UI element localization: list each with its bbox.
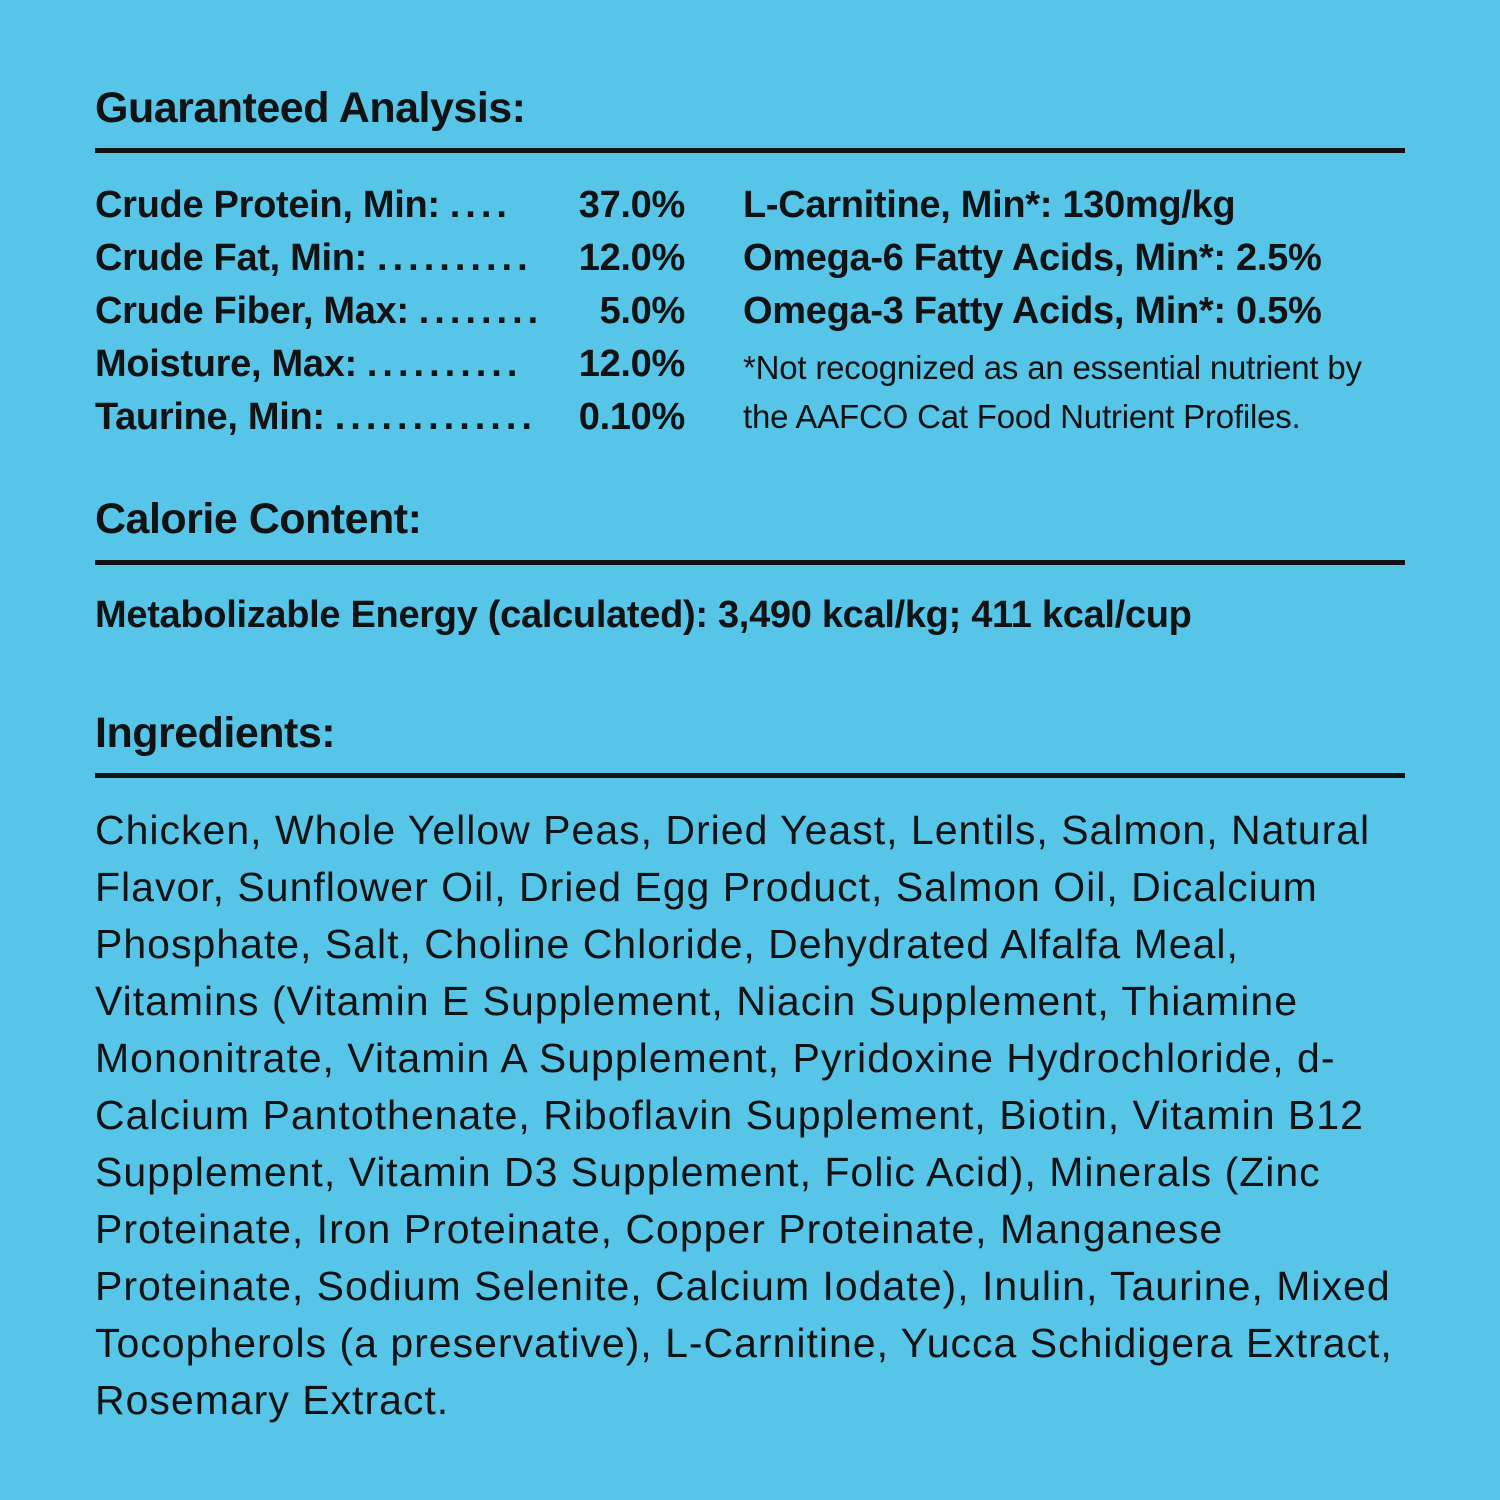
analysis-value: 0.10% — [578, 396, 685, 439]
analysis-label: Taurine, Min: — [95, 396, 325, 439]
analysis-value: 5.0% — [599, 290, 685, 333]
section-divider — [95, 148, 1405, 153]
ingredients-heading: Ingredients: — [95, 709, 336, 758]
analysis-right-column — [743, 179, 1405, 444]
analysis-row — [95, 391, 685, 444]
analysis-row: Omega-3 Fatty Acids, Min*: 0.5% — [743, 290, 1322, 333]
analysis-value: 12.0% — [578, 343, 685, 386]
analysis-label: Crude Fiber, Max: — [95, 290, 409, 333]
ingredients-list: Chicken, Whole Yellow Peas, Dried Yeast, Lentils, Salmon, Natural Flavor, Sunflower Oil, Dried Egg Product, Salmon Oil, Dicalcium Phosphate, Salt, Choline Chloride, Dehydrated Alfalfa Meal, Vitamins (Vitamin E Supplement, Niacin Supplement, Thiamine Mononitrate, Vitamin A Supplement, Pyridoxine Hydrochloride, d-Calcium Pantothenate, Riboflavin Supplement, Biotin, Vitamin B12 Supplement, Vitamin D3 Supplement, Folic Acid), Minerals (Zinc Proteinate, Iron Proteinate, Copper Proteinate, Manganese Proteinate, Sodium Selenite, Calcium Iodate), Inulin, Taurine, Mixed Tocopherols (a preservative), L-Carnitine, Yucca Schidigera Extract, Rosemary Extract. — [95, 807, 1393, 1424]
guaranteed-analysis-section — [95, 85, 1405, 444]
guaranteed-analysis-table — [95, 179, 1405, 444]
dot-leader: .... — [449, 184, 512, 227]
dot-leader: .......... — [377, 237, 533, 280]
analysis-row — [95, 179, 685, 232]
guaranteed-analysis-heading: Guaranteed Analysis: — [95, 84, 526, 132]
aafco-footnote: *Not recognized as an essential nutrient by the AAFCO Cat Food Nutrient Profiles. — [743, 349, 1362, 436]
analysis-row — [95, 338, 685, 391]
metabolizable-energy-line: Metabolizable Energy (calculated): 3,490 kcal/kg; 411 kcal/cup — [95, 593, 1192, 636]
analysis-row — [95, 232, 685, 285]
analysis-value: 12.0% — [578, 237, 685, 280]
analysis-left-column — [95, 179, 685, 444]
calorie-content-section — [95, 496, 1405, 638]
dot-leader: .......... — [366, 343, 523, 386]
section-divider — [95, 773, 1405, 778]
analysis-label: Crude Fat, Min: — [95, 237, 368, 280]
dot-leader: ............. — [334, 396, 537, 439]
analysis-value: 37.0% — [578, 184, 685, 227]
analysis-row — [95, 285, 685, 338]
analysis-label: Crude Protein, Min: — [95, 184, 440, 227]
analysis-row: L-Carnitine, Min*: 130mg/kg — [743, 184, 1236, 227]
dot-leader: ........ — [418, 290, 544, 333]
calorie-content-heading: Calorie Content: — [95, 495, 422, 544]
analysis-row: Omega-6 Fatty Acids, Min*: 2.5% — [743, 237, 1322, 280]
section-divider — [95, 560, 1405, 565]
ingredients-section — [95, 710, 1405, 1429]
analysis-label: Moisture, Max: — [95, 343, 357, 386]
